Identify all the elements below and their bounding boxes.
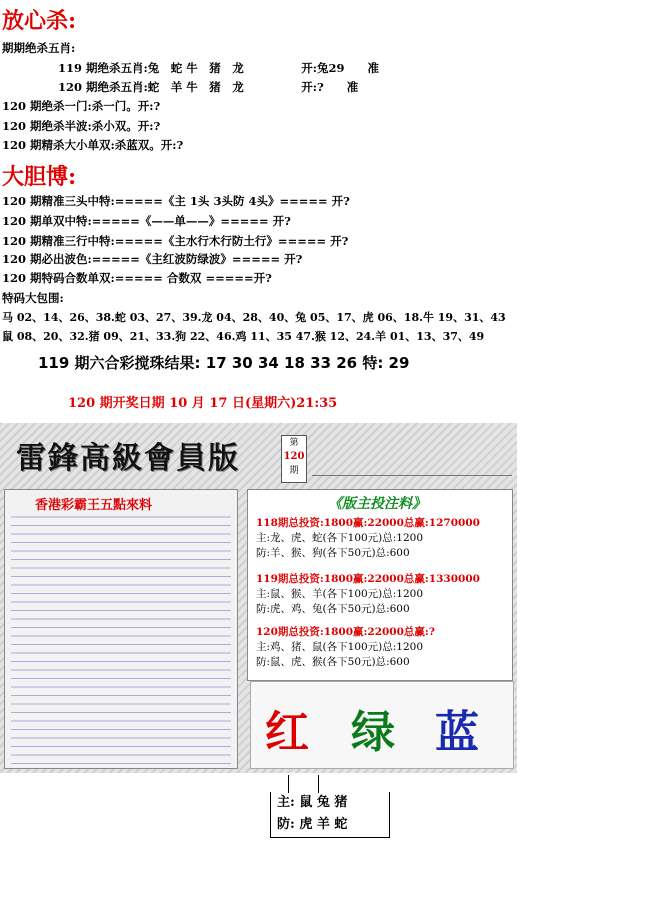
right-panel-title: 《版主投注料》 [328, 496, 426, 512]
green-char: 绿 [351, 707, 395, 758]
bet-block: 120期总投资:1800赢:22000总赢:? 主:鸡、猪、鼠(各下100元)总:1200 防:鼠、虎、猴(各下50元)总:600 [256, 626, 435, 668]
text-line: 120 期精杀大小单双:杀蓝双。开:? [2, 138, 184, 152]
blue-char: 蓝 [435, 707, 479, 758]
text-line: 120 期绝杀五肖:蛇 羊 牛 猪 龙 开:? 准 [58, 80, 359, 94]
poster-title: 雷鋒高級會員版 [16, 441, 240, 476]
text-line: 120 期绝杀半波:杀小双。开:? [2, 119, 161, 133]
text-line: 120 期特码合数单双:===== 合数双 =====开? [2, 271, 272, 285]
red-green-blue-panel [250, 681, 514, 769]
section-title-bold-bet: 大胆博: [2, 164, 77, 190]
member-poster-image [0, 423, 517, 773]
text-line: 120 期精准三头中特:=====《主 1头 3头防 4头》===== 开? [2, 194, 350, 208]
text-line: 120 期必出波色:=====《主红波防绿波》===== 开? [2, 252, 303, 266]
left-panel [4, 489, 238, 769]
bet-block: 119期总投资:1800赢:22000总赢:1330000 主:鼠、猴、羊(各下100元)总:1200 防:虎、鸡、兔(各下50元)总:600 [256, 573, 480, 615]
right-panel [247, 489, 513, 681]
text-line: 特码大包围: [2, 291, 64, 305]
text-line: 120 期精准三行中特:=====《主水行木行防土行》===== 开? [2, 234, 349, 248]
red-char: 红 [265, 707, 309, 758]
text-line: 期期绝杀五肖: [2, 41, 76, 55]
text-line: 120 期绝杀一门:杀一门。开:? [2, 99, 161, 113]
draw-result: 119 期六合彩搅珠结果: 17 30 34 18 33 26 特: 29 [38, 354, 410, 372]
text-line: 鼠 08、20、32.猪 09、21、33.狗 22、46.鸡 11、35 47.猴 12、24.羊 01、13、37、49 [2, 330, 485, 343]
issue-badge: 第 120 期 [281, 435, 307, 483]
summary-main: 主: 鼠 兔 猪 [277, 795, 348, 810]
section-title-sure-kill: 放心杀: [2, 8, 77, 34]
summary-guard: 防: 虎 羊 蛇 [277, 817, 348, 832]
text-line: 119 期绝杀五肖:兔 蛇 牛 猪 龙 开:兔29 准 [58, 61, 380, 75]
next-draw-date: 120 期开奖日期 10 月 17 日(星期六)21:35 [68, 396, 338, 411]
left-panel-title: 香港彩霸王五點來料 [35, 498, 153, 513]
bet-block: 118期总投资:1800赢:22000总赢:1270000 主:龙、虎、蛇(各下100元)总:1200 防:羊、猴、狗(各下50元)总:600 [256, 517, 480, 559]
text-line: 120 期单双中特:=====《——单——》===== 开? [2, 214, 291, 228]
text-line: 马 02、14、26、38.蛇 03、27、39.龙 04、28、40、兔 05、17、虎 06、18.牛 19、31、43 [2, 311, 506, 324]
dense-text-block [11, 514, 231, 764]
summary-box [270, 792, 390, 838]
